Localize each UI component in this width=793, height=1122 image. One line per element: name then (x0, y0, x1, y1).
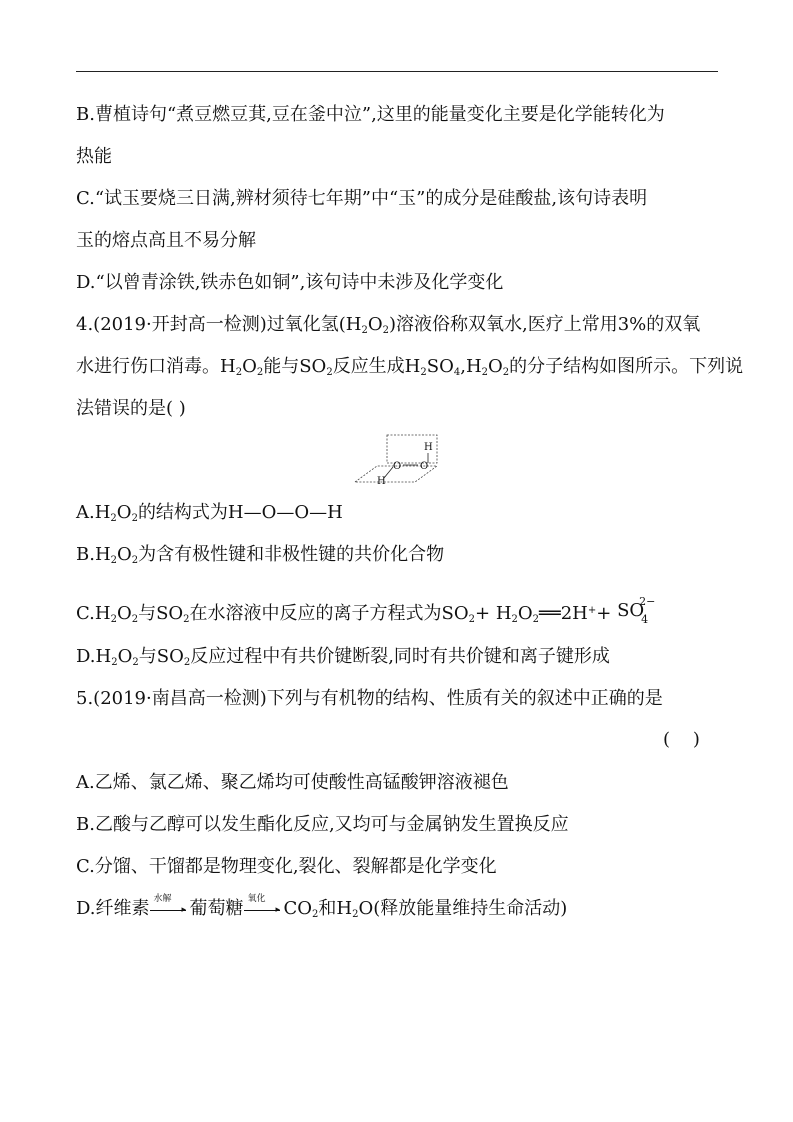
option-b-line1: B.曹植诗句“煮豆燃豆萁,豆在釜中泣”,这里的能量变化主要是化学能转化为 (76, 104, 665, 125)
q4-stem-line1: 4.(2019·开封高一检测)过氧化氢$(H_2O_2)$溶液俗称双氧水,医疗上常用3%的双氧 (76, 314, 701, 336)
header-rule (76, 71, 718, 72)
q4-option-a: $A.H_2O_2$的结构式为H—O—O—H (76, 502, 343, 524)
q5-stem: 5.(2019·南昌高一检测)下列与有机物的结构、性质有关的叙述中正确的是 (76, 688, 663, 709)
h2o2-structure-diagram (351, 434, 441, 486)
q5-option-a: A.乙烯、氯乙烯、聚乙烯均可使酸性高锰酸钾溶液褪色 (76, 772, 509, 793)
q4-option-b: $B.H_2O_2$为含有极性键和非极性键的共价化合物 (76, 544, 445, 566)
atom-o-1: O (393, 461, 402, 472)
option-d-line: D.“以曾青涂铁,铁赤色如铜”,该句诗中未涉及化学变化 (76, 272, 504, 293)
q4-stem-line2: 水进行伤口消毒。$H_2O_2$能与$SO_2$反应生成$H_2SO_4,H_2O_2$的分子结构如图所示。下列说 (76, 356, 744, 378)
atom-h-1: H (377, 476, 386, 486)
atom-o-2: O (420, 461, 429, 472)
q4-option-d: $D.H_2O_2$与$SO_2$反应过程中有共价键断裂,同时有共价键和离子键形成 (76, 646, 610, 668)
q4-stem-line3: 法错误的是( ) (76, 398, 186, 419)
oxidation-arrow: 氧化 ▸ (244, 898, 284, 920)
sulfate-ion: SO 2− 4 (617, 595, 656, 626)
hydrolysis-arrow: 水解 ▸ (150, 898, 190, 920)
q5-option-d: D.纤维素 水解 ▸ 葡萄糖 氧化 ▸ $CO_2$和$H_2O$(释放能量维持生命活动) (76, 894, 568, 920)
atom-h-2: H (424, 442, 433, 453)
q5-option-b: B.乙酸与乙醇可以发生酯化反应,又均可与金属钠发生置换反应 (76, 814, 569, 835)
q4-option-c: $C.H_2O_2$与$SO_2$在水溶液中反应的离子方程式为$SO_2+$ $H_2O_2══2H^++$ SO 2− 4 (76, 595, 656, 626)
option-c-line1: C.“试玉要烧三日满,辨材须待七年期”中“玉”的成分是硅酸盐,该句诗表明 (76, 188, 648, 209)
option-c-line2: 玉的熔点高且不易分解 (76, 230, 256, 251)
option-b-line2: 热能 (76, 146, 112, 167)
q5-answer-paren: ( ) (663, 729, 700, 750)
q5-option-c: C.分馏、干馏都是物理变化,裂化、裂解都是化学变化 (76, 856, 497, 877)
